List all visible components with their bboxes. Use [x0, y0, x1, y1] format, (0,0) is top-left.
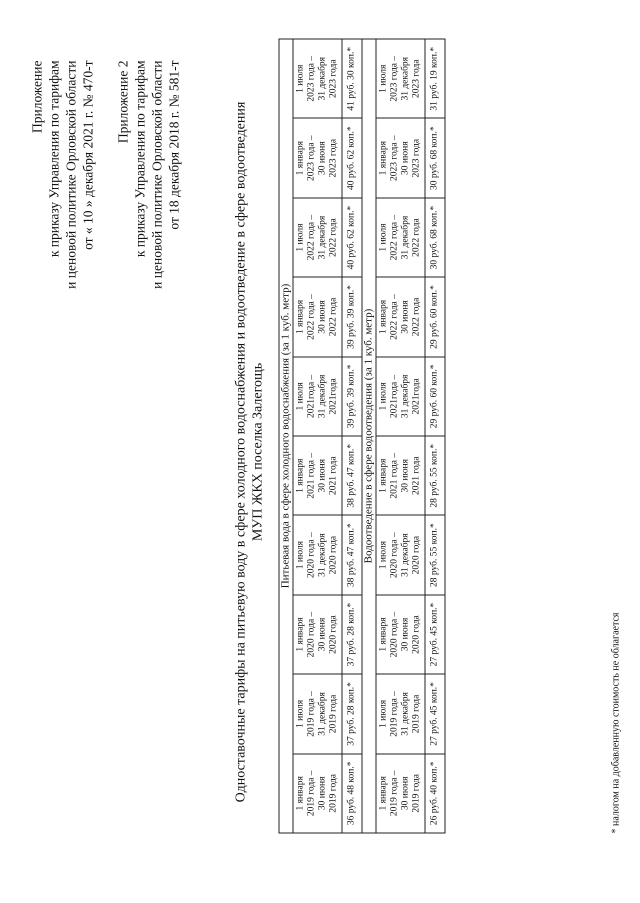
appendix-2-line: и ценовой политике Орловской области: [149, 60, 164, 289]
sewage-price-cell: 28 руб. 55 коп.*: [425, 515, 445, 594]
period-line: 1 июля: [295, 699, 305, 728]
period-line: 31 декабря: [400, 532, 410, 577]
period-line: 2022 года –: [389, 214, 399, 260]
period-line: 2021 года –: [306, 452, 316, 499]
period-line: 2019 года –: [389, 690, 399, 737]
period-line: 2021 года –: [389, 452, 399, 499]
sewage-price-cell: 31 руб. 19 коп.*: [425, 39, 445, 118]
period-cell: [293, 436, 342, 515]
period-line: 1 июля: [295, 540, 305, 569]
period-line: 1 января: [295, 299, 305, 334]
water-price-row: [342, 39, 362, 833]
water-price-cell: 41 руб. 30 коп.*: [342, 39, 362, 118]
sewage-price-cell: 30 руб. 68 коп.*: [425, 197, 445, 276]
period-line: 2021года –: [389, 374, 399, 418]
water-price-cell: 37 руб. 28 коп.*: [342, 594, 362, 673]
period-line: 1 января: [295, 775, 305, 810]
period-cell: [293, 356, 342, 435]
period-cell: [376, 674, 425, 753]
period-line: 2020 года: [328, 614, 338, 654]
period-line: 2020 года: [411, 614, 421, 654]
appendix-1-line: и ценовой политике Орловской области: [63, 60, 78, 289]
period-line: 2022 года: [411, 297, 421, 336]
period-line: 30 июня: [317, 140, 327, 175]
sewage-price-row: [425, 39, 445, 833]
document-title-line: МУП ЖКХ поселка Залегощь: [250, 362, 265, 541]
period-line: 2021 года: [328, 455, 338, 495]
period-line: 2019 года: [411, 694, 421, 733]
period-cell: [293, 753, 342, 832]
period-line: 2023 года: [411, 138, 421, 177]
period-line: 2023 года: [328, 138, 338, 177]
period-line: 1 июля: [378, 222, 388, 252]
period-cell: [376, 515, 425, 594]
water-price-cell: 38 руб. 47 коп.*: [342, 436, 362, 515]
appendix-2-block: [114, 60, 182, 288]
period-line: 30 июня: [400, 776, 410, 810]
period-line: 2019 года: [328, 773, 338, 813]
sewage-price-cell: 29 руб. 60 коп.*: [425, 277, 445, 356]
period-line: 30 июня: [317, 458, 327, 492]
sewage-price-cell: 29 руб. 60 коп.*: [425, 356, 445, 435]
period-line: 31 декабря: [317, 691, 327, 736]
period-header-row: [376, 39, 425, 833]
period-line: 30 июня: [400, 617, 410, 651]
period-line: 1 января: [378, 140, 388, 175]
period-line: 1 января: [295, 458, 305, 493]
period-line: 2019 года: [411, 773, 421, 813]
period-line: 2019 года: [328, 694, 338, 733]
period-line: 30 июня: [317, 776, 327, 810]
sewage-price-cell: 28 руб. 55 коп.*: [425, 436, 445, 515]
period-line: 1 июля: [378, 540, 388, 569]
period-cell: [376, 356, 425, 435]
period-line: 2019 года –: [306, 769, 316, 816]
water-price-cell: 40 руб. 62 коп.*: [342, 197, 362, 276]
appendix-2-title: Приложение 2: [115, 60, 130, 143]
period-line: 1 июля: [295, 222, 305, 252]
period-cell: [376, 118, 425, 197]
period-line: 2023 года –: [389, 134, 399, 181]
period-line: 1 июля: [378, 64, 388, 93]
appendix-1-line: от « 10 » декабря 2021 г. № 470-т: [80, 60, 95, 250]
period-line: 2022 года –: [389, 293, 399, 340]
period-line: 30 июня: [400, 299, 410, 334]
period-cell: [293, 594, 342, 673]
period-line: 2020 года –: [306, 611, 316, 657]
period-line: 2020 года –: [389, 531, 399, 578]
period-line: 2019 года –: [389, 769, 399, 816]
period-line: 2023 года –: [306, 55, 316, 102]
appendix-1-title: Приложение: [29, 60, 44, 133]
sewage-section-header: Водоотведение в сфере водоотведения (за 1 куб. метр): [362, 39, 376, 833]
period-line: 31 декабря: [317, 215, 327, 259]
sewage-price-cell: 26 руб. 40 коп.*: [425, 753, 445, 832]
water-price-cell: 39 руб. 39 коп.*: [342, 277, 362, 356]
water-price-cell: 40 руб. 62 коп.*: [342, 118, 362, 197]
period-line: 2020 года: [328, 535, 338, 574]
water-section-header-row: [279, 39, 293, 833]
appendix-1-line: к приказу Управления по тарифам: [46, 60, 61, 257]
period-line: 1 июля: [378, 381, 388, 410]
period-line: 31 декабря: [400, 215, 410, 259]
period-cell: [376, 436, 425, 515]
period-line: 2022 года: [411, 217, 421, 257]
appendix-1-block: [28, 60, 96, 288]
period-line: 2022 года –: [306, 214, 316, 260]
period-line: 2023 года: [411, 58, 421, 98]
appendix-2-line: к приказу Управления по тарифам: [132, 60, 147, 257]
period-header-row: [293, 39, 342, 833]
period-line: 1 июля: [295, 381, 305, 410]
period-line: 31 декабря: [400, 374, 410, 418]
period-line: 1 января: [295, 140, 305, 175]
period-line: 2021года –: [306, 374, 316, 418]
water-price-cell: 37 руб. 28 коп.*: [342, 674, 362, 753]
period-cell: [376, 197, 425, 276]
period-line: 1 января: [378, 616, 388, 652]
document-title: [232, 40, 266, 863]
period-line: 30 июня: [317, 617, 327, 651]
period-line: 31 декабря: [317, 56, 327, 101]
period-cell: [293, 515, 342, 594]
period-line: 2021года: [411, 377, 421, 414]
water-price-cell: 39 руб. 39 коп.*: [342, 356, 362, 435]
period-line: 2021 года: [411, 455, 421, 495]
period-line: 1 января: [378, 775, 388, 810]
period-cell: [293, 674, 342, 753]
water-price-cell: 36 руб. 48 коп.*: [342, 753, 362, 832]
water-price-cell: 38 руб. 47 коп.*: [342, 515, 362, 594]
period-line: 30 июня: [400, 458, 410, 492]
period-line: 31 декабря: [400, 56, 410, 101]
period-line: 2023 года –: [306, 134, 316, 181]
period-line: 2023 года: [328, 58, 338, 98]
period-line: 30 июня: [317, 299, 327, 334]
appendix-2-line: от 18 декабря 2018 г. № 581-т: [166, 60, 181, 230]
period-cell: [376, 39, 425, 118]
period-cell: [293, 118, 342, 197]
period-line: 31 декабря: [400, 691, 410, 736]
period-line: 2022 года: [328, 217, 338, 257]
footnote: * налогом на добавленную стоимость не облагается: [610, 612, 621, 833]
sewage-price-cell: 27 руб. 45 коп.*: [425, 594, 445, 673]
period-cell: [376, 753, 425, 832]
period-cell: [376, 594, 425, 673]
period-line: 2020 года –: [306, 531, 316, 578]
period-line: 1 июля: [378, 699, 388, 728]
period-cell: [293, 39, 342, 118]
water-section-header: Питьевая вода в сфере холодного водоснабжения (за 1 куб. метр): [279, 39, 293, 833]
sewage-price-cell: 30 руб. 68 коп.*: [425, 118, 445, 197]
period-line: 1 января: [295, 616, 305, 652]
period-line: 2023 года –: [389, 55, 399, 102]
period-line: 1 июля: [295, 64, 305, 93]
period-line: 2020 года: [411, 535, 421, 574]
period-line: 31 декабря: [317, 374, 327, 418]
sewage-section-header-row: [362, 39, 376, 833]
sewage-price-cell: 27 руб. 45 коп.*: [425, 674, 445, 753]
period-cell: [293, 197, 342, 276]
period-line: 2022 года –: [306, 293, 316, 340]
period-line: 2019 года –: [306, 690, 316, 737]
tariff-table: [278, 38, 445, 833]
document-title-line: Одноставочные тарифы на питьевую воду в сфере холодного водоснабжения и водоотведение в сфере водоотведения: [233, 101, 248, 802]
period-line: 31 декабря: [317, 532, 327, 577]
period-line: 1 января: [378, 458, 388, 493]
period-line: 1 января: [378, 299, 388, 334]
period-line: 2021года: [328, 377, 338, 414]
period-cell: [293, 277, 342, 356]
period-line: 2022 года: [328, 297, 338, 336]
period-line: 2020 года –: [389, 611, 399, 657]
period-cell: [376, 277, 425, 356]
period-line: 30 июня: [400, 140, 410, 175]
